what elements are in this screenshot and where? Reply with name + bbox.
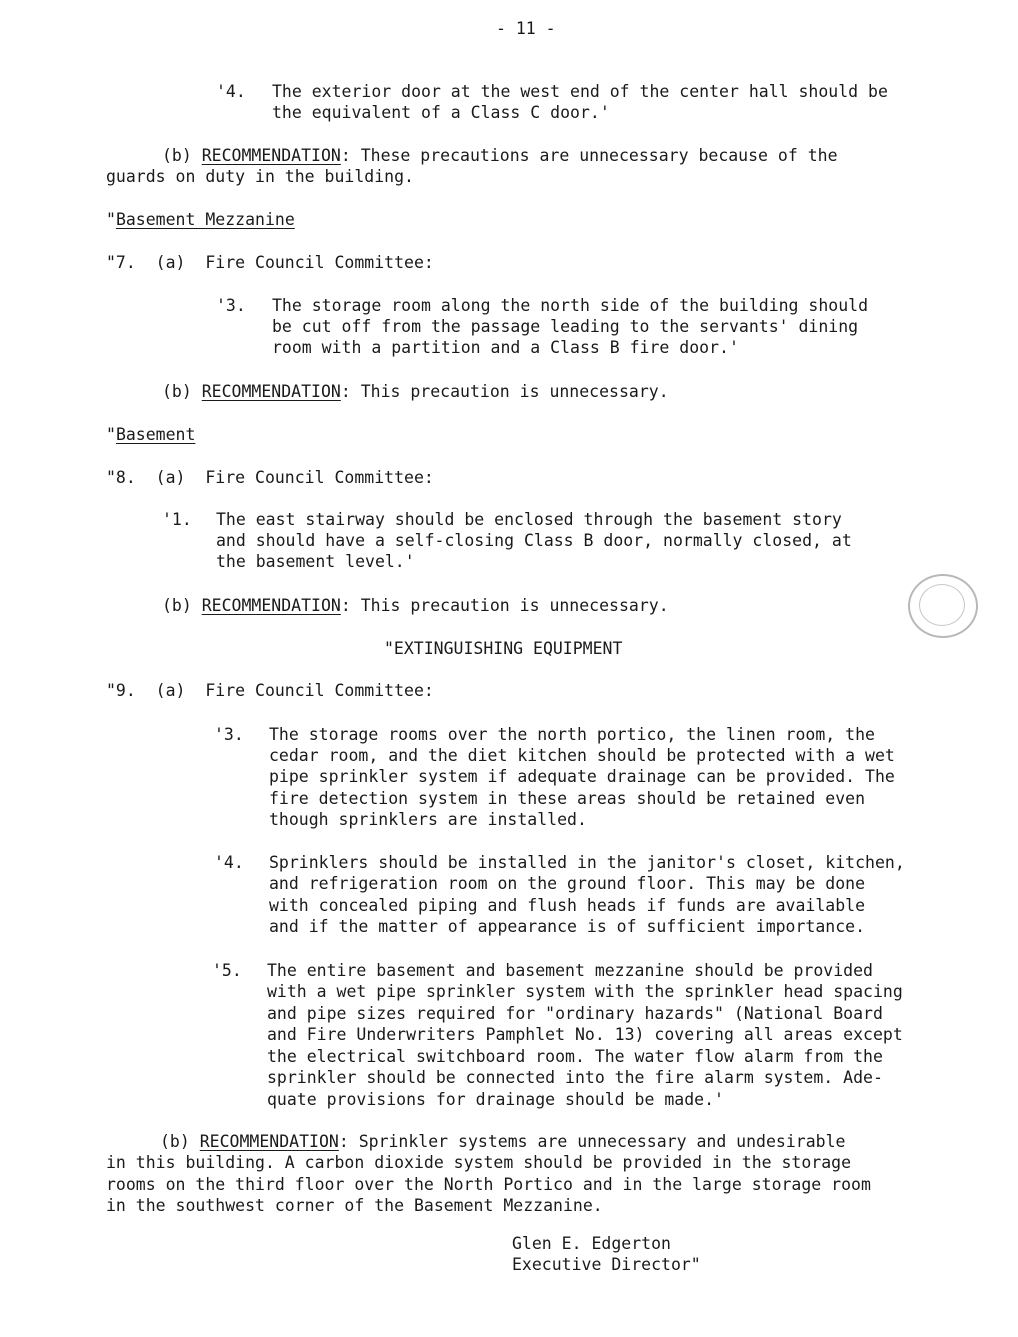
- item-text-line: fire detection system in these areas should be retained even: [269, 789, 866, 808]
- item-text-line: The east stairway should be enclosed through the basement story: [216, 510, 842, 529]
- committee-line: "8. (a) Fire Council Committee:: [106, 468, 434, 487]
- item-text-line: Sprinklers should be installed in the janitor's closet, kitchen,: [269, 853, 905, 872]
- recommendation-line: [162, 145, 838, 167]
- archive-stamp-icon: [908, 574, 978, 638]
- item-text-line: The storage room along the north side of the building should: [272, 296, 869, 315]
- recommendation-label: RECOMMENDATION: [199, 1132, 339, 1151]
- item-text-line: The storage rooms over the north portico, the linen room, the: [269, 725, 875, 744]
- item-text-line: and if the matter of appearance is of sufficient importance.: [269, 917, 866, 936]
- item-text-line: the equivalent of a Class C door.': [272, 103, 610, 122]
- item-text-line: The exterior door at the west end of the center hall should be: [272, 82, 888, 101]
- recommendation-prefix: (b): [160, 1132, 200, 1151]
- section-heading: [106, 424, 195, 446]
- item-text-line: and refrigeration room on the ground floor. This may be done: [269, 874, 866, 893]
- recommendation-cont: in the southwest corner of the Basement Mezzanine.: [106, 1196, 603, 1215]
- recommendation-cont: rooms on the third floor over the North Portico and in the large storage room: [106, 1175, 871, 1194]
- item-text-line: The entire basement and basement mezzanine should be provided: [267, 961, 873, 980]
- recommendation-label: RECOMMENDATION: [201, 382, 341, 401]
- recommendation-cont: guards on duty in the building.: [106, 167, 414, 186]
- item-text-line: though sprinklers are installed.: [269, 810, 587, 829]
- item-text-line: and should have a self-closing Class B door, normally closed, at: [216, 531, 852, 550]
- item-text-line: with concealed piping and flush heads if funds are available: [269, 896, 866, 915]
- item-text-line: cedar room, and the diet kitchen should be protected with a wet: [269, 746, 895, 765]
- item-number: '3.: [214, 725, 244, 744]
- recommendation-text: : This precaution is unnecessary.: [340, 596, 669, 615]
- item-text-line: room with a partition and a Class B fire door.': [272, 338, 739, 357]
- item-text-line: the basement level.': [216, 552, 415, 571]
- recommendation-line: [160, 1131, 845, 1153]
- signature-name: Glen E. Edgerton: [512, 1234, 671, 1253]
- section-heading: "EXTINGUISHING EQUIPMENT: [384, 639, 623, 658]
- recommendation-text: : Sprinkler systems are unnecessary and undesirable: [338, 1132, 846, 1151]
- recommendation-prefix: (b): [162, 382, 202, 401]
- heading-quote: ": [106, 425, 116, 444]
- heading-text: Basement Mezzanine: [115, 210, 295, 229]
- item-number: '1.: [162, 510, 192, 529]
- recommendation-line: [162, 381, 669, 403]
- heading-text: Basement: [115, 425, 196, 444]
- item-text-line: pipe sprinkler system if adequate drainage can be provided. The: [269, 767, 895, 786]
- recommendation-label: RECOMMENDATION: [201, 146, 341, 165]
- item-text-line: and pipe sizes required for "ordinary hazards" (National Board: [267, 1004, 883, 1023]
- item-text-line: with a wet pipe sprinkler system with the sprinkler head spacing: [267, 982, 903, 1001]
- recommendation-label: RECOMMENDATION: [201, 596, 341, 615]
- signature-title: Executive Director": [512, 1255, 701, 1274]
- recommendation-text: : These precautions are unnecessary because of the: [340, 146, 838, 165]
- recommendation-text: : This precaution is unnecessary.: [340, 382, 669, 401]
- recommendation-line: [162, 595, 669, 617]
- item-number: '5.: [212, 961, 242, 980]
- committee-line: "7. (a) Fire Council Committee:: [106, 253, 434, 272]
- recommendation-prefix: (b): [162, 596, 202, 615]
- item-text-line: sprinkler should be connected into the fire alarm system. Ade-: [267, 1068, 883, 1087]
- item-text-line: and Fire Underwriters Pamphlet No. 13) covering all areas except: [267, 1025, 903, 1044]
- recommendation-prefix: (b): [162, 146, 202, 165]
- heading-quote: ": [106, 210, 116, 229]
- archive-stamp-inner: [919, 584, 965, 626]
- item-text-line: quate provisions for drainage should be made.': [267, 1090, 724, 1109]
- item-number: '4.: [214, 853, 244, 872]
- committee-line: "9. (a) Fire Council Committee:: [106, 681, 434, 700]
- item-number: '4.: [216, 82, 246, 101]
- recommendation-cont: in this building. A carbon dioxide system should be provided in the storage: [106, 1153, 852, 1172]
- page-number: - 11 -: [496, 19, 556, 38]
- item-text-line: be cut off from the passage leading to the servants' dining: [272, 317, 859, 336]
- item-text-line: the electrical switchboard room. The water flow alarm from the: [267, 1047, 883, 1066]
- section-heading: [106, 209, 295, 231]
- item-number: '3.: [216, 296, 246, 315]
